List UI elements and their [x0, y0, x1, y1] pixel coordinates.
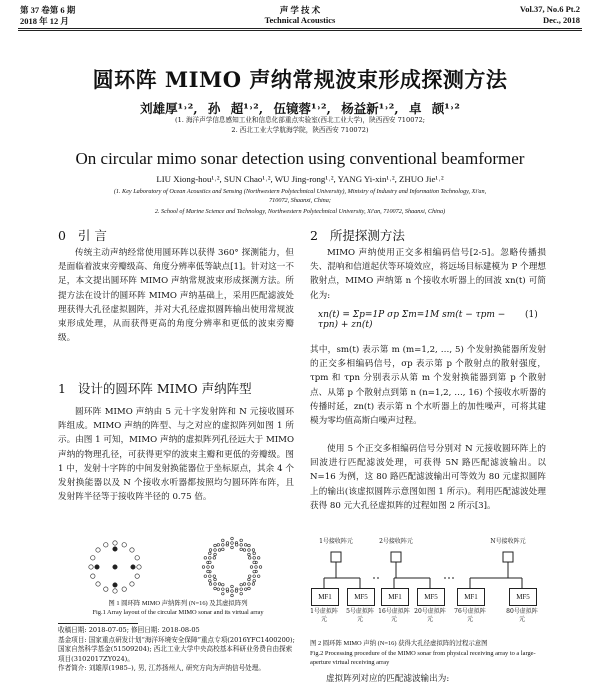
virtual-element [248, 575, 251, 578]
matched-filter-5-b: MF5 [417, 588, 445, 606]
equation-1: xn(t) = Σp=1P σp Σm=1M sm(t − τpm − τpn) + zn(t) [318, 310, 506, 330]
virtual-element [217, 588, 220, 591]
transmitter-element [113, 547, 117, 551]
virtual-element [226, 542, 229, 545]
receiver-element [137, 565, 141, 569]
virtual-element [207, 570, 210, 573]
section-0-text: 传统主动声纳经常使用圆环阵以获得 360° 探测能力，但是面临着波束旁瓣级高、角度分辨率低等缺点[1]。针对这一不足，本文提出圆环阵 MIMO 声纳常规波束形成探测方法。所提方法在设计的圆环阵 MIMO 声纳基础上，采用匹配滤波处理获得大孔径虚拟圆阵，并对大孔径虚拟圆阵输出使用常规波束形成处理，从而获得更高的角度分辨率和更低的波束旁瓣级。 [58, 248, 294, 344]
paper-title-cn: 圆环阵 MIMO 声纳常规波束形成探测方法 [92, 67, 508, 92]
footnote-rule [58, 623, 138, 624]
virtual-element [231, 542, 234, 545]
matched-filter-5: MF5 [347, 588, 375, 606]
matched-filter-5-n: MF5 [509, 588, 537, 606]
virtual-element [213, 575, 216, 578]
virtual-element [240, 583, 243, 586]
virtual-element [209, 561, 212, 564]
rx-element-1-label: 1号接收阵元 [319, 538, 353, 545]
virtual-element [244, 544, 247, 547]
receiver-element [89, 565, 93, 569]
transmitter-element [113, 583, 117, 587]
virtual-element [209, 552, 212, 555]
receiver-element [91, 574, 95, 578]
receiver-element [104, 543, 108, 547]
virtual-element [214, 549, 217, 552]
footnote-author: 作者简介: 刘雄厚(1985–), 男, 江苏扬州人, 研究方向为声纳信号处理。 [58, 664, 265, 672]
receiver-element [96, 548, 100, 552]
virtual-element [240, 539, 243, 542]
virtual-element [253, 570, 256, 573]
virtual-element-80: 80号虚拟阵元 [506, 608, 538, 623]
equation-1-number: (1) [525, 310, 538, 320]
virtual-element [252, 549, 255, 552]
section-2-paragraph-3: 使用 5 个正交多相编码信号分别对 N 元接收圆环阵上的回波进行匹配滤波处理，可获得 5N 路匹配滤波输出。以 N=16 为例，这 80 路匹配滤波输出可等效为 80 元虚拟圆阵上的输出(该虚拟圆阵示意图如图 1 所示)。利用匹配滤波处理获得 80 元大孔径虚拟阵的过程如图 2 所示[3]。 [310, 444, 546, 511]
virtual-element [231, 585, 234, 588]
virtual-element [214, 583, 217, 586]
virtual-element [248, 549, 251, 552]
virtual-element [222, 583, 225, 586]
paper-title-en: On circular mimo sonar detection using conventional beamformer [75, 149, 525, 168]
receiver-element [113, 541, 117, 545]
section-2-paragraph-2: 其中，sm(t) 表示第 m (m=1,2, …, 5) 个发射换能器所发射的正交多相编码信号，σp 表示第 p 个散射点的散射强度，τpm 和 τpn 分别表示从第 m 个发射换能器到第 p 个散射点、从第 p 个散射点到第 n (n=1,2, …, 16) 个接收水听器的传播时延，zn(t) 表示第 n 个水听器上的加性噪声，可将其建模为零均值高斯白噪声过程。 [310, 345, 546, 427]
virtual-element [214, 578, 217, 581]
virtual-element [217, 544, 220, 547]
section-2-paragraph-1: MIMO 声纳使用正交多相编码信号[2-5]。忽略传播损失、混响和信道起伏等环境效应，将远场目标建模为 P 个理想散射点，MIMO 声纳第 n 个接收水听器上的回波 xn(t) 可简化为: [310, 248, 546, 301]
transmitter-element [95, 565, 99, 569]
journal-date-en: Dec., 2018 [542, 15, 580, 25]
receiver-element [104, 587, 108, 591]
virtual-element [231, 546, 234, 549]
figure-2-connectors [310, 538, 550, 618]
virtual-element [235, 544, 238, 547]
section-2-title: 所提探测方法 [329, 228, 405, 243]
figure-2-diagram [310, 538, 550, 648]
header-rule-2 [18, 30, 582, 31]
journal-volume-cn: 第 37 卷第 6 期 [20, 5, 76, 15]
virtual-element [255, 566, 258, 569]
virtual-element [209, 549, 212, 552]
receiver-element [113, 589, 117, 593]
receiver-element [135, 574, 139, 578]
receiver-element [122, 543, 126, 547]
matched-filter-1-b: MF1 [381, 588, 409, 606]
virtual-element [214, 544, 217, 547]
section-0-number: 0 [58, 228, 66, 243]
virtual-element [209, 557, 212, 560]
virtual-element [250, 566, 253, 569]
journal-volume-en: Vol.37, No.6 Pt.2 [519, 4, 580, 14]
matched-filter-1-n: MF1 [457, 588, 485, 606]
section-1-heading [58, 379, 252, 397]
virtual-element [257, 557, 260, 560]
virtual-element [209, 579, 212, 582]
virtual-element [253, 552, 256, 555]
virtual-element [244, 588, 247, 591]
virtual-element [248, 578, 251, 581]
figure-2-caption-en: Fig.2 Processing procedure of the MIMO sonar from physical receiving array to a large-aperture virtual receiving array [310, 650, 536, 666]
virtual-element [259, 566, 262, 569]
affiliation-en-1: (1. Key Laboratory of Ocean Acoustics and Sensing (Northwestern Polytechnical University), Ministry of Industry and Information Technology, Xi'an, [113, 188, 487, 195]
affiliation-en-3: 2. School of Marine Science and Technology, Northwestern Polytechnical University, Xi'an, 710072, Shaanxi, China) [154, 208, 446, 215]
section-0-heading [58, 226, 107, 244]
virtual-element [207, 566, 210, 569]
affiliation-cn-2: 2. 西北工业大学航海学院，陕西西安 710072) [231, 126, 369, 134]
virtual-element-5: 5号虚拟阵元 [346, 608, 374, 623]
affiliation-en-2: 710072, Shaanxi, China; [269, 197, 331, 204]
virtual-element-1: 1号虚拟阵元 [310, 608, 338, 623]
virtual-element [248, 544, 251, 547]
virtual-element [211, 566, 214, 569]
receiver-element [130, 548, 134, 552]
virtual-element [253, 575, 256, 578]
virtual-element [253, 579, 256, 582]
rx-element-n-label: N号接收阵元 [490, 538, 526, 545]
virtual-element [248, 557, 251, 560]
footnote-received: 收稿日期: 2018-07-05; 修回日期: 2018-08-05 [58, 626, 200, 634]
virtual-element [240, 592, 243, 595]
journal-date-cn: 2018 年 12 月 [20, 16, 69, 26]
virtual-element [222, 544, 225, 547]
virtual-element [240, 544, 243, 547]
receiver-element [91, 556, 95, 560]
rx-element-2-label: 2号接收阵元 [379, 538, 413, 545]
virtual-element-76: 76号虚拟阵元 [454, 608, 486, 623]
journal-name-en: Technical Acoustics [264, 15, 336, 25]
virtual-element [240, 588, 243, 591]
section-2-heading [310, 226, 405, 244]
virtual-element [231, 590, 234, 593]
receiver-element [122, 587, 126, 591]
authors-cn: 刘雄厚¹˒², 孙 超¹˒², 伍镜蓉¹˒², 杨益新¹˒², 卓 颉¹˒² [140, 101, 460, 116]
virtual-element [248, 583, 251, 586]
virtual-element [214, 587, 217, 590]
section-1-title: 设计的圆环阵 MIMO 声纳阵型 [77, 381, 252, 396]
receiver-element [130, 582, 134, 586]
virtual-element [243, 549, 246, 552]
figure-1-caption-cn: 图 1 圆环阵 MIMO 声纳阵列 (N=16) 及其虚拟阵列 [108, 600, 248, 607]
virtual-element [222, 588, 225, 591]
virtual-element [248, 553, 251, 556]
virtual-element [248, 587, 251, 590]
virtual-element [209, 575, 212, 578]
section-1-text: 圆环阵 MIMO 声纳由 5 元十字发射阵和 N 元接收圆环阵组成。MIMO 声纳的阵型、与之对应的虚拟阵列如图 1 所示。由图 1 可知，MIMO 声纳的虚拟阵列孔径远大于 MIMO 声纳的物理孔径，可获得更窄的波束主瓣和更低的旁瓣级。图 1 中，发射十字阵的中间发射换能器位于坐标原点，其余 4 个发射换能器以及 N 个接收水听器都按照均匀圆环阵布阵，且发射阵半径等于接收阵半径的 0.75 倍。 [58, 407, 294, 503]
virtual-element [231, 594, 234, 597]
virtual-array-diagram [202, 537, 262, 597]
virtual-element [214, 553, 217, 556]
receiver-element [135, 556, 139, 560]
virtual-element [252, 583, 255, 586]
section-1-number: 1 [58, 381, 66, 396]
header-rule [18, 28, 582, 29]
affiliation-cn-1: (1. 海洋声学信息感知工业和信息化部重点实验室(西北工业大学)，陕西西安 710072; [175, 116, 425, 124]
virtual-element [213, 557, 216, 560]
virtual-element [218, 583, 221, 586]
section-2-number: 2 [310, 228, 318, 243]
virtual-element [235, 590, 238, 593]
transmitter-element [131, 565, 135, 569]
authors-en: LIU Xiong-hou¹˒², SUN Chao¹˒², WU Jing-rong¹˒², YANG Yi-xin¹˒², ZHUO Jie¹˒² [156, 174, 444, 184]
transmitter-element [113, 565, 117, 569]
journal-name-cn: 声 学 技 术 [279, 5, 321, 15]
virtual-element [222, 539, 225, 542]
footnote-funding: 基金项目: 国家重点研发计划“海洋环境安全保障”重点专项(2016YFC1400200); 国家自然科学基金(51509204); 西北工业大学中央高校基本科研业务费自由探索项目(3102017ZY024)。 [58, 636, 295, 663]
virtual-element [202, 566, 205, 569]
virtual-element [243, 583, 246, 586]
section-0-title: 引 言 [77, 228, 107, 243]
virtual-element-20: 20号虚拟阵元 [414, 608, 446, 623]
receiver-element [96, 582, 100, 586]
virtual-element [218, 549, 221, 552]
figure-2-caption-cn: 图 2 圆环阵 MIMO 声纳 (N=16) 获得大孔径虚拟阵的过程示意图 [310, 640, 488, 647]
physical-array-diagram [89, 541, 141, 593]
last-line: 虚拟阵列对应的匹配滤波输出为: [326, 674, 450, 684]
matched-filter-1: MF1 [311, 588, 339, 606]
figure-1-caption-en: Fig.1 Array layout of the circular MIMO sonar and its virtual array [92, 609, 264, 616]
virtual-element [222, 548, 225, 551]
virtual-element [240, 548, 243, 551]
virtual-element [226, 588, 229, 591]
virtual-element [204, 575, 207, 578]
virtual-element [222, 592, 225, 595]
virtual-element [253, 561, 256, 564]
virtual-element [204, 557, 207, 560]
virtual-element-16: 16号虚拟阵元 [378, 608, 410, 623]
virtual-element [209, 583, 212, 586]
figure-1-graphic [60, 536, 295, 598]
virtual-element [231, 537, 234, 540]
virtual-element [253, 557, 256, 560]
virtual-element [257, 575, 260, 578]
